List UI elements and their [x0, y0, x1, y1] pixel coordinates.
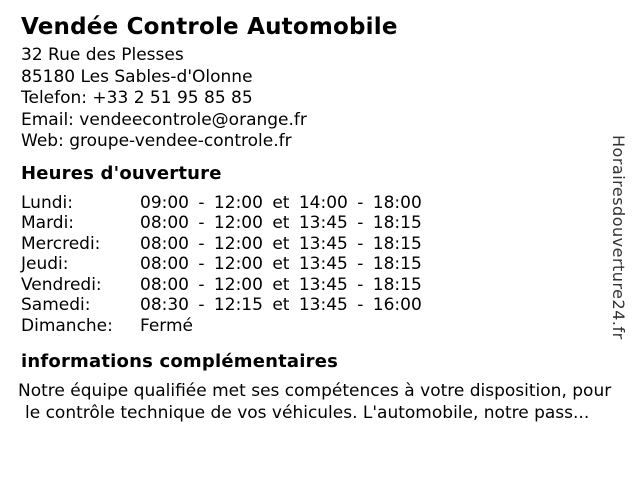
- contact-email: Email: vendeecontrole@orange.fr: [21, 109, 307, 130]
- page-title: Vendée Controle Automobile: [21, 14, 398, 40]
- hours-table: [21, 193, 640, 337]
- contact-website: Web: groupe-vendee-controle.fr: [21, 131, 292, 151]
- time-value: 08:30 - 12:15 et 13:45 - 16:00: [140, 295, 422, 315]
- info-text-line: Notre équipe qualifiée met ses compétences à votre disposition, pour: [18, 381, 612, 401]
- time-value: 08:00 - 12:00 et 13:45 - 18:15: [140, 274, 422, 295]
- day-label: Jeudi:: [21, 254, 69, 274]
- additional-info-text: [18, 381, 640, 424]
- contact-phone: Telefon: +33 2 51 95 85 85: [21, 88, 253, 108]
- hours-row-friday: [21, 275, 640, 296]
- contact-block: [21, 45, 640, 153]
- hours-row-tuesday: [21, 213, 640, 234]
- hours-row-monday: [21, 193, 640, 214]
- contact-address-city: 85180 Les Sables-d'Olonne: [21, 66, 253, 87]
- hours-row-sunday: [21, 316, 640, 337]
- hours-row-thursday: [21, 254, 640, 275]
- day-label: Lundi:: [21, 192, 73, 213]
- day-label: Mercredi:: [21, 233, 101, 254]
- contact-address-street: 32 Rue des Plesses: [21, 45, 184, 65]
- hours-heading: Heures d'ouverture: [21, 162, 222, 184]
- time-value: 08:00 - 12:00 et 13:45 - 18:15: [140, 213, 422, 233]
- hours-row-wednesday: [21, 234, 640, 255]
- time-value: 08:00 - 12:00 et 13:45 - 18:15: [140, 233, 422, 254]
- hours-row-saturday: [21, 295, 640, 316]
- time-value: 09:00 - 12:00 et 14:00 - 18:00: [140, 192, 422, 213]
- day-label: Samedi:: [21, 295, 91, 315]
- day-label: Mardi:: [21, 213, 75, 233]
- day-label: Vendredi:: [21, 274, 102, 295]
- day-label: Dimanche:: [21, 315, 113, 336]
- info-text-line: le contrôle technique de vos véhicules. L'automobile, notre pass...: [25, 402, 590, 423]
- time-value: 08:00 - 12:00 et 13:45 - 18:15: [140, 254, 422, 274]
- additional-info-heading: informations complémentaires: [21, 351, 339, 372]
- watermark-vertical-site-name: Horairesdouverture24.fr: [609, 135, 628, 340]
- time-value: Fermé: [140, 315, 194, 336]
